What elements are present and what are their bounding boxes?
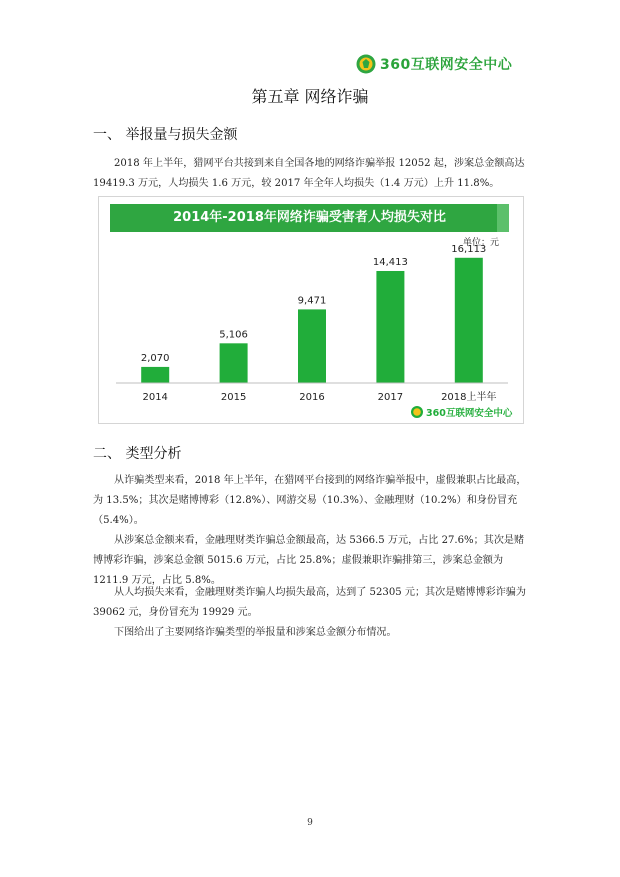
chart-container: [98, 196, 524, 424]
section2-paragraph-3: 从人均损失来看，金融理财类诈骗人均损失最高，达到了 52305 元；其次是赌博博彩诈骗为 39062 元，身份冒充为 19929 元。: [93, 587, 526, 618]
bar-2014: [141, 367, 169, 383]
chart-title: 2014年-2018年网络诈骗受害者人均损失对比: [110, 204, 509, 232]
category-label-2015: 2015: [220, 392, 247, 403]
watermark-logo-icon-inner: [413, 408, 421, 416]
chart-watermark: [411, 406, 513, 419]
data-label-2018上半年: 16,113: [451, 243, 487, 255]
section2-paragraph-2: 从涉案总金额来看，金融理财类诈骗总金额最高，达 5366.5 万元，占比 27.6%；其次是赌博博彩诈骗，涉案总金额 5015.6 万元，占比 25.8%；虚假兼职诈骗排第三，涉案总金额为 1211.9 万元，占比 5.8%。: [93, 535, 525, 586]
chart-unit-label: 单位：元: [462, 238, 499, 248]
section1-paragraph: 2018 年上半年，猎网平台共接到来自全国各地的网络诈骗举报 12052 起，涉案总金额高达 19419.3 万元，人均损失 1.6 万元，较 2017 年全年人均损失（1.4 万元）上升 11.8%。: [93, 158, 525, 189]
bar-2018上半年: [455, 258, 483, 383]
header-logo: [356, 54, 512, 74]
bar-2017: [376, 271, 404, 383]
360-shield-logo-icon: [356, 54, 376, 74]
logo-text: 360互联网安全中心: [380, 57, 513, 73]
section2-heading: 二、 类型分析: [93, 446, 182, 462]
data-label-2016: 9,471: [297, 295, 327, 307]
section2-paragraph-4: 下图给出了主要网络诈骗类型的举报量和涉案总金额分布情况。: [114, 627, 397, 638]
category-label-2014: 2014: [142, 392, 168, 403]
bar-2015: [220, 343, 248, 383]
bar-2016: [298, 309, 326, 383]
section2-paragraph-1: 从诈骗类型来看，2018 年上半年，在猎网平台接到的网络诈骗举报中，虚假兼职占比最高，为 13.5%；其次是赌博博彩（12.8%）、网游交易（10.3%）、金融理财（10.2%）和身份冒充（5.4%）。: [93, 475, 527, 526]
watermark-text: 360互联网安全中心: [426, 408, 513, 419]
data-label-2015: 5,106: [219, 329, 248, 341]
bar-chart: [99, 197, 525, 425]
section1-heading: 一、 举报量与损失金额: [93, 127, 238, 143]
data-label-2017: 14,413: [372, 256, 408, 268]
category-label-2018上半年: 2018上半年: [441, 392, 497, 403]
category-label-2016: 2016: [299, 392, 325, 403]
chapter-title: 第五章 网络诈骗: [251, 87, 369, 106]
page-number: 9: [307, 818, 313, 828]
data-label-2014: 2,070: [140, 352, 170, 364]
category-label-2017: 2017: [377, 392, 404, 403]
